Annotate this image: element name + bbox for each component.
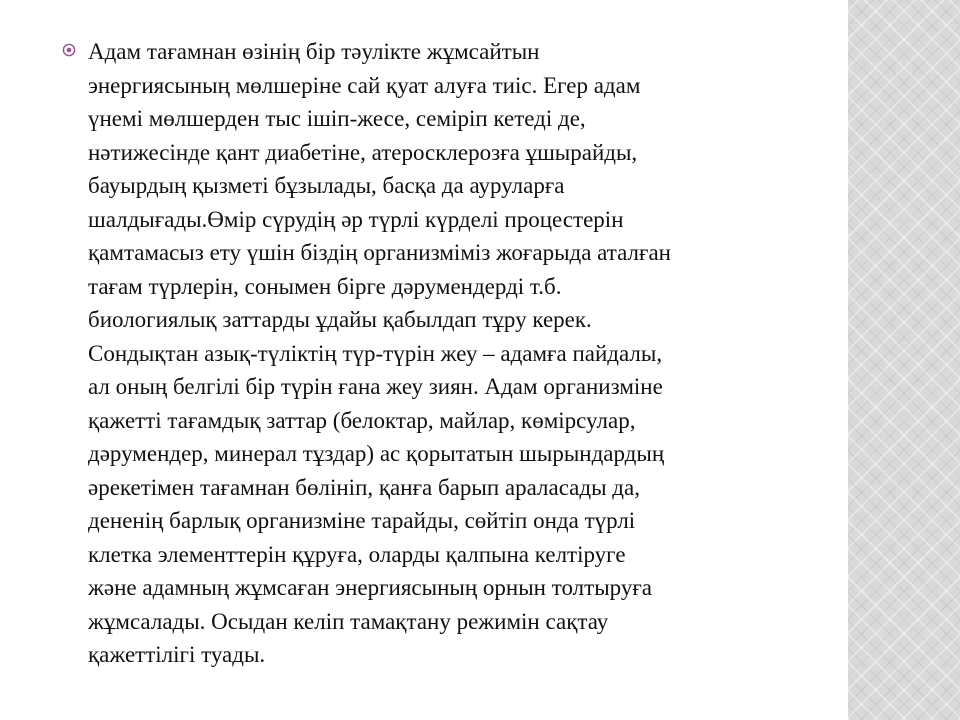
paragraph-line: қажетті тағамдық заттар (белоктар, майлар, көмірсулар, xyxy=(88,407,636,433)
paragraph-line: дененің барлық организміне тарайды, сөйтіп онда түрлі xyxy=(88,508,636,533)
body-paragraph xyxy=(62,35,802,672)
paragraph-line: тағам түрлерін, сонымен бірге дәрумендерді т.б. xyxy=(88,273,562,299)
paragraph-line: биологиялық заттарды ұдайы қабылдап тұру керек. xyxy=(88,307,592,332)
decorative-side-panel xyxy=(848,0,960,720)
paragraph-line: қажеттілігі туады. xyxy=(88,642,266,667)
paragraph-line: энергиясының мөлшеріне сай қуат алуға тиіс. Егер адам xyxy=(88,72,641,98)
paragraph-line: Сондықтан азық-түліктің түр-түрін жеу – адамға пайдалы, xyxy=(88,340,663,366)
paragraph-line: Адам тағамнан өзінің бір тәулікте жұмсайтын xyxy=(88,39,540,64)
paragraph-line: үнемі мөлшерден тыс ішіп-жесе, семіріп кетеді де, xyxy=(88,106,586,131)
paragraph-line: шалдығады.Өмір сүрудің әр түрлі күрделі процестерін xyxy=(88,206,624,232)
slide-content xyxy=(62,35,802,672)
paragraph-line: әрекетімен тағамнан бөлініп, қанға барып араласады да, xyxy=(88,474,640,500)
paragraph-line: нәтижесінде қант диабетіне, атеросклерозға ұшырайды, xyxy=(88,139,638,165)
paragraph-line: және адамның жұмсаған энергиясының орнын толтыруға xyxy=(88,575,652,600)
paragraph-line: дәрумендер, минерал тұздар) ас қорытатын шырындардың xyxy=(88,441,665,466)
circled-dot-bullet-icon xyxy=(62,43,76,57)
paragraph-line: қамтамасыз ету үшін біздің организміміз жоғарыда аталған xyxy=(88,240,671,265)
paragraph-line: клетка элементтерін құруға, оларды қалпына келтіруге xyxy=(88,541,626,567)
paragraph-line: ал оның белгілі бір түрін ғана жеу зиян. Адам организміне xyxy=(88,374,663,399)
paragraph-line: бауырдың қызметі бұзылады, басқа да ауруларға xyxy=(88,173,565,198)
paragraph-line: жұмсалады. Осыдан келіп тамақтану режимін сақтау xyxy=(88,608,609,634)
